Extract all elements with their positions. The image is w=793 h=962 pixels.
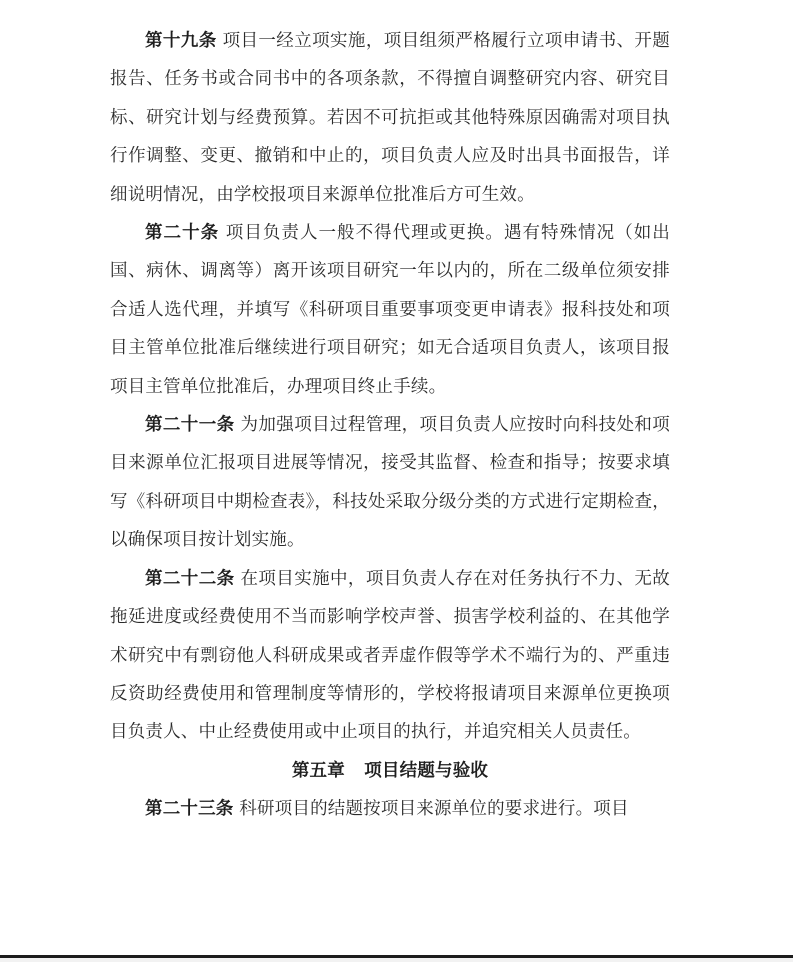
article-number: 第二十二条: [145, 568, 235, 589]
article-text: 在项目实施中，项目负责人存在对任务执行不力、无故拖延进度或经费使用不当而影响学校声誉、损害学校利益的、在其他学术研究中有剽窃他人科研成果或者弄虚作假等学术不端行为的、严重违反资助经费使用和管理制度等情形的，学校将报请项目来源单位更换项目负责人、中止经费使用或中止项目的执行，并追究相关人员责任。: [110, 568, 670, 743]
article-text: 科研项目的结题按项目来源单位的要求进行。项目: [239, 799, 629, 820]
article-text: 项目一经立项实施，项目组须严格履行立项申请书、开题报告、任务书或合同书中的各项条款，不得擅自调整研究内容、研究目标、研究计划与经费预算。若因不可抗拒或其他特殊原因确需对项目执行作调整、变更、撤销和中止的，项目负责人应及时出具书面报告，详细说明情况，由学校报项目来源单位批准后方可生效。: [110, 31, 670, 205]
article-number: 第二十三条: [145, 799, 234, 820]
article-text: 项目负责人一般不得代理或更换。遇有特殊情况（如出国、病休、调离等）离开该项目研究一年以内的，所在二级单位须安排合适人选代理，并填写《科研项目重要事项变更申请表》报科技处和项目主管单位批准后继续进行项目研究；如无合适项目负责人，该项目报项目主管单位批准后，办理项目终止手续。: [110, 223, 670, 397]
chapter-title: 项目结题与验收: [364, 760, 489, 781]
document-body: [110, 22, 670, 829]
article-21-paragraph: [110, 406, 670, 560]
article-19-paragraph: [110, 22, 670, 214]
article-number: 第二十一条: [145, 415, 235, 436]
article-23-paragraph: [110, 790, 670, 828]
page-bottom-strip: [0, 958, 793, 962]
article-22-paragraph: [110, 560, 670, 752]
article-text: 为加强项目过程管理，项目负责人应按时向科技处和项目来源单位汇报项目进展等情况，接受其监督、检查和指导；按要求填写《科研项目中期检查表》，科技处采取分级分类的方式进行定期检查，以确保项目按计划实施。: [110, 415, 670, 551]
chapter-heading: [110, 752, 670, 790]
article-number: 第十九条: [145, 31, 217, 51]
chapter-number: 第五章: [291, 760, 345, 781]
article-20-paragraph: [110, 214, 670, 406]
article-number: 第二十条: [145, 223, 220, 244]
